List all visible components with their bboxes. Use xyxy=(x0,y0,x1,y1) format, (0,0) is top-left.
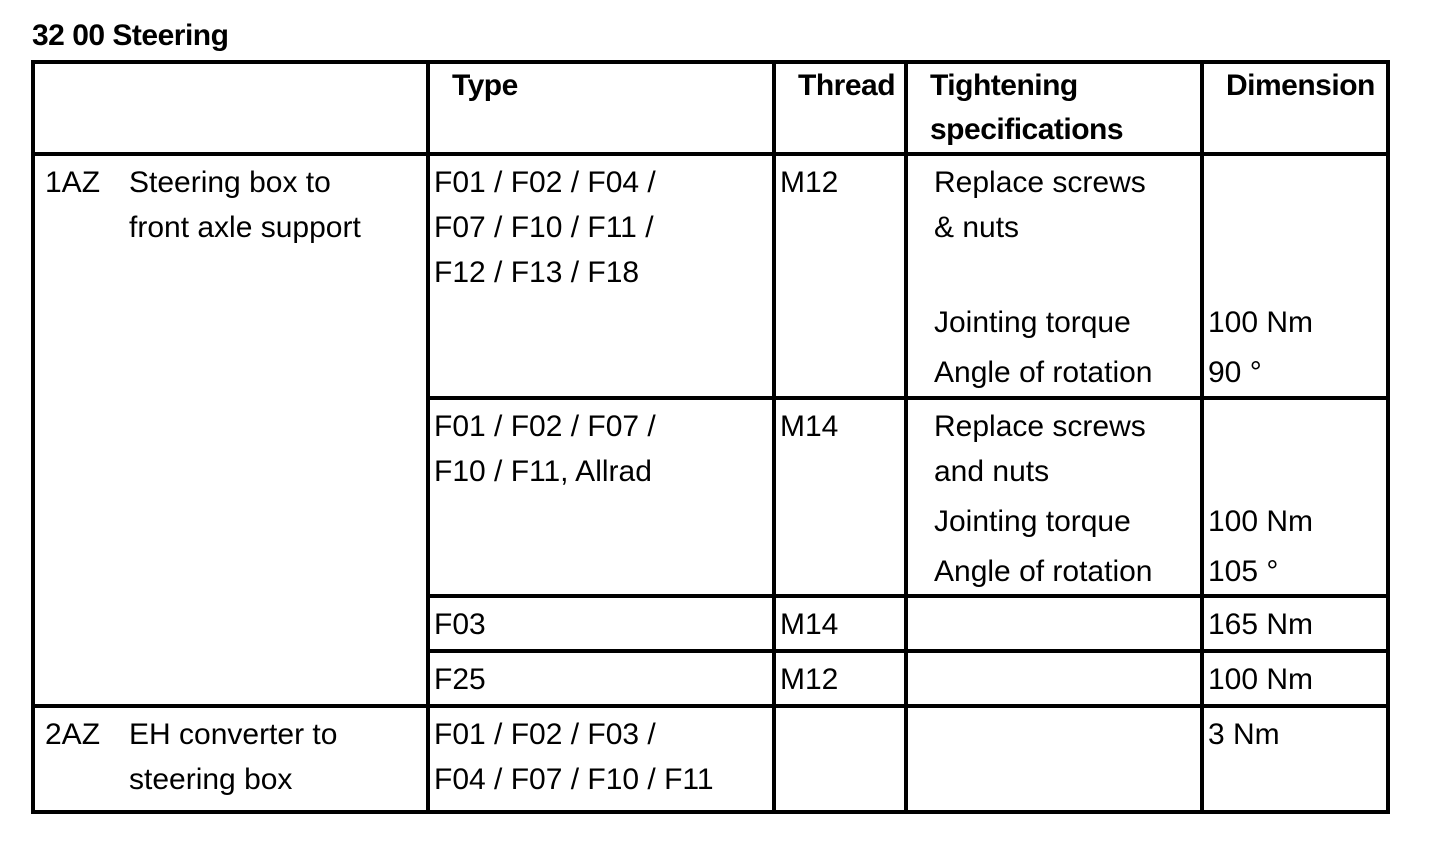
header-thread: Thread xyxy=(774,62,906,154)
dimension-cell: 100 Nm xyxy=(1202,651,1388,706)
type-cell xyxy=(428,706,774,812)
item-description xyxy=(129,712,409,802)
table-row xyxy=(33,706,1388,812)
table-header-row xyxy=(33,62,1388,154)
tightening-note-line1: Replace screws xyxy=(934,166,1146,199)
item-description-line2: steering box xyxy=(129,763,293,796)
type-line: F01 / F02 / F03 / xyxy=(434,718,656,751)
item-description xyxy=(129,160,409,250)
tightening-spec-table xyxy=(31,60,1390,814)
jointing-torque-value: 100 Nm xyxy=(1208,505,1314,538)
thread-cell: M12 xyxy=(774,651,906,706)
header-tightening-line2: specifications xyxy=(930,113,1124,146)
tightening-note-line2: & nuts xyxy=(934,211,1020,244)
type-line: F07 / F10 / F11 / xyxy=(434,211,654,244)
tightening-note-line2: and nuts xyxy=(934,455,1050,488)
jointing-torque-value: 100 Nm xyxy=(1208,306,1314,339)
item-description-line1: Steering box to xyxy=(129,166,331,199)
type-line: F03 xyxy=(434,608,486,641)
tightening-cell xyxy=(906,398,1202,596)
angle-of-rotation-value: 105 ° xyxy=(1208,555,1279,588)
header-tightening-line1: Tightening xyxy=(930,69,1078,102)
header-item xyxy=(33,62,428,154)
tightening-cell xyxy=(906,651,1202,706)
tightening-note-line1: Replace screws xyxy=(934,410,1146,443)
item-description-line1: EH converter to xyxy=(129,718,338,751)
header-dimension: Dimension xyxy=(1202,62,1388,154)
type-line: F01 / F02 / F04 / xyxy=(434,166,656,199)
thread-cell: M14 xyxy=(774,596,906,651)
thread-cell: M12 xyxy=(774,154,906,398)
type-cell xyxy=(428,398,774,596)
tightening-cell xyxy=(906,596,1202,651)
thread-cell xyxy=(774,706,906,812)
dimension-cell xyxy=(1202,398,1388,596)
type-line: F12 / F13 / F18 xyxy=(434,256,640,289)
angle-of-rotation-label: Angle of rotation xyxy=(934,555,1153,588)
table-row xyxy=(33,154,1388,398)
item-code: 2AZ xyxy=(45,718,101,751)
item-cell-2az xyxy=(33,706,428,812)
dimension-cell: 3 Nm xyxy=(1202,706,1388,812)
type-line: F10 / F11, Allrad xyxy=(434,455,652,488)
type-cell xyxy=(428,596,774,651)
item-code: 1AZ xyxy=(45,166,101,199)
item-cell-1az xyxy=(33,154,428,706)
header-tightening-specifications xyxy=(906,62,1202,154)
dimension-cell: 165 Nm xyxy=(1202,596,1388,651)
dimension-cell xyxy=(1202,154,1388,398)
type-line: F25 xyxy=(434,663,486,696)
type-line: F04 / F07 / F10 / F11 xyxy=(434,763,714,796)
type-cell xyxy=(428,154,774,398)
jointing-torque-label: Jointing torque xyxy=(934,306,1131,339)
type-cell xyxy=(428,651,774,706)
tightening-cell xyxy=(906,154,1202,398)
header-type: Type xyxy=(428,62,774,154)
thread-cell: M14 xyxy=(774,398,906,596)
tightening-cell xyxy=(906,706,1202,812)
type-line: F01 / F02 / F07 / xyxy=(434,410,656,443)
item-description-line2: front axle support xyxy=(129,211,361,244)
jointing-torque-label: Jointing torque xyxy=(934,505,1131,538)
angle-of-rotation-label: Angle of rotation xyxy=(934,356,1153,389)
page-title: 32 00 Steering xyxy=(32,19,229,52)
angle-of-rotation-value: 90 ° xyxy=(1208,356,1262,389)
